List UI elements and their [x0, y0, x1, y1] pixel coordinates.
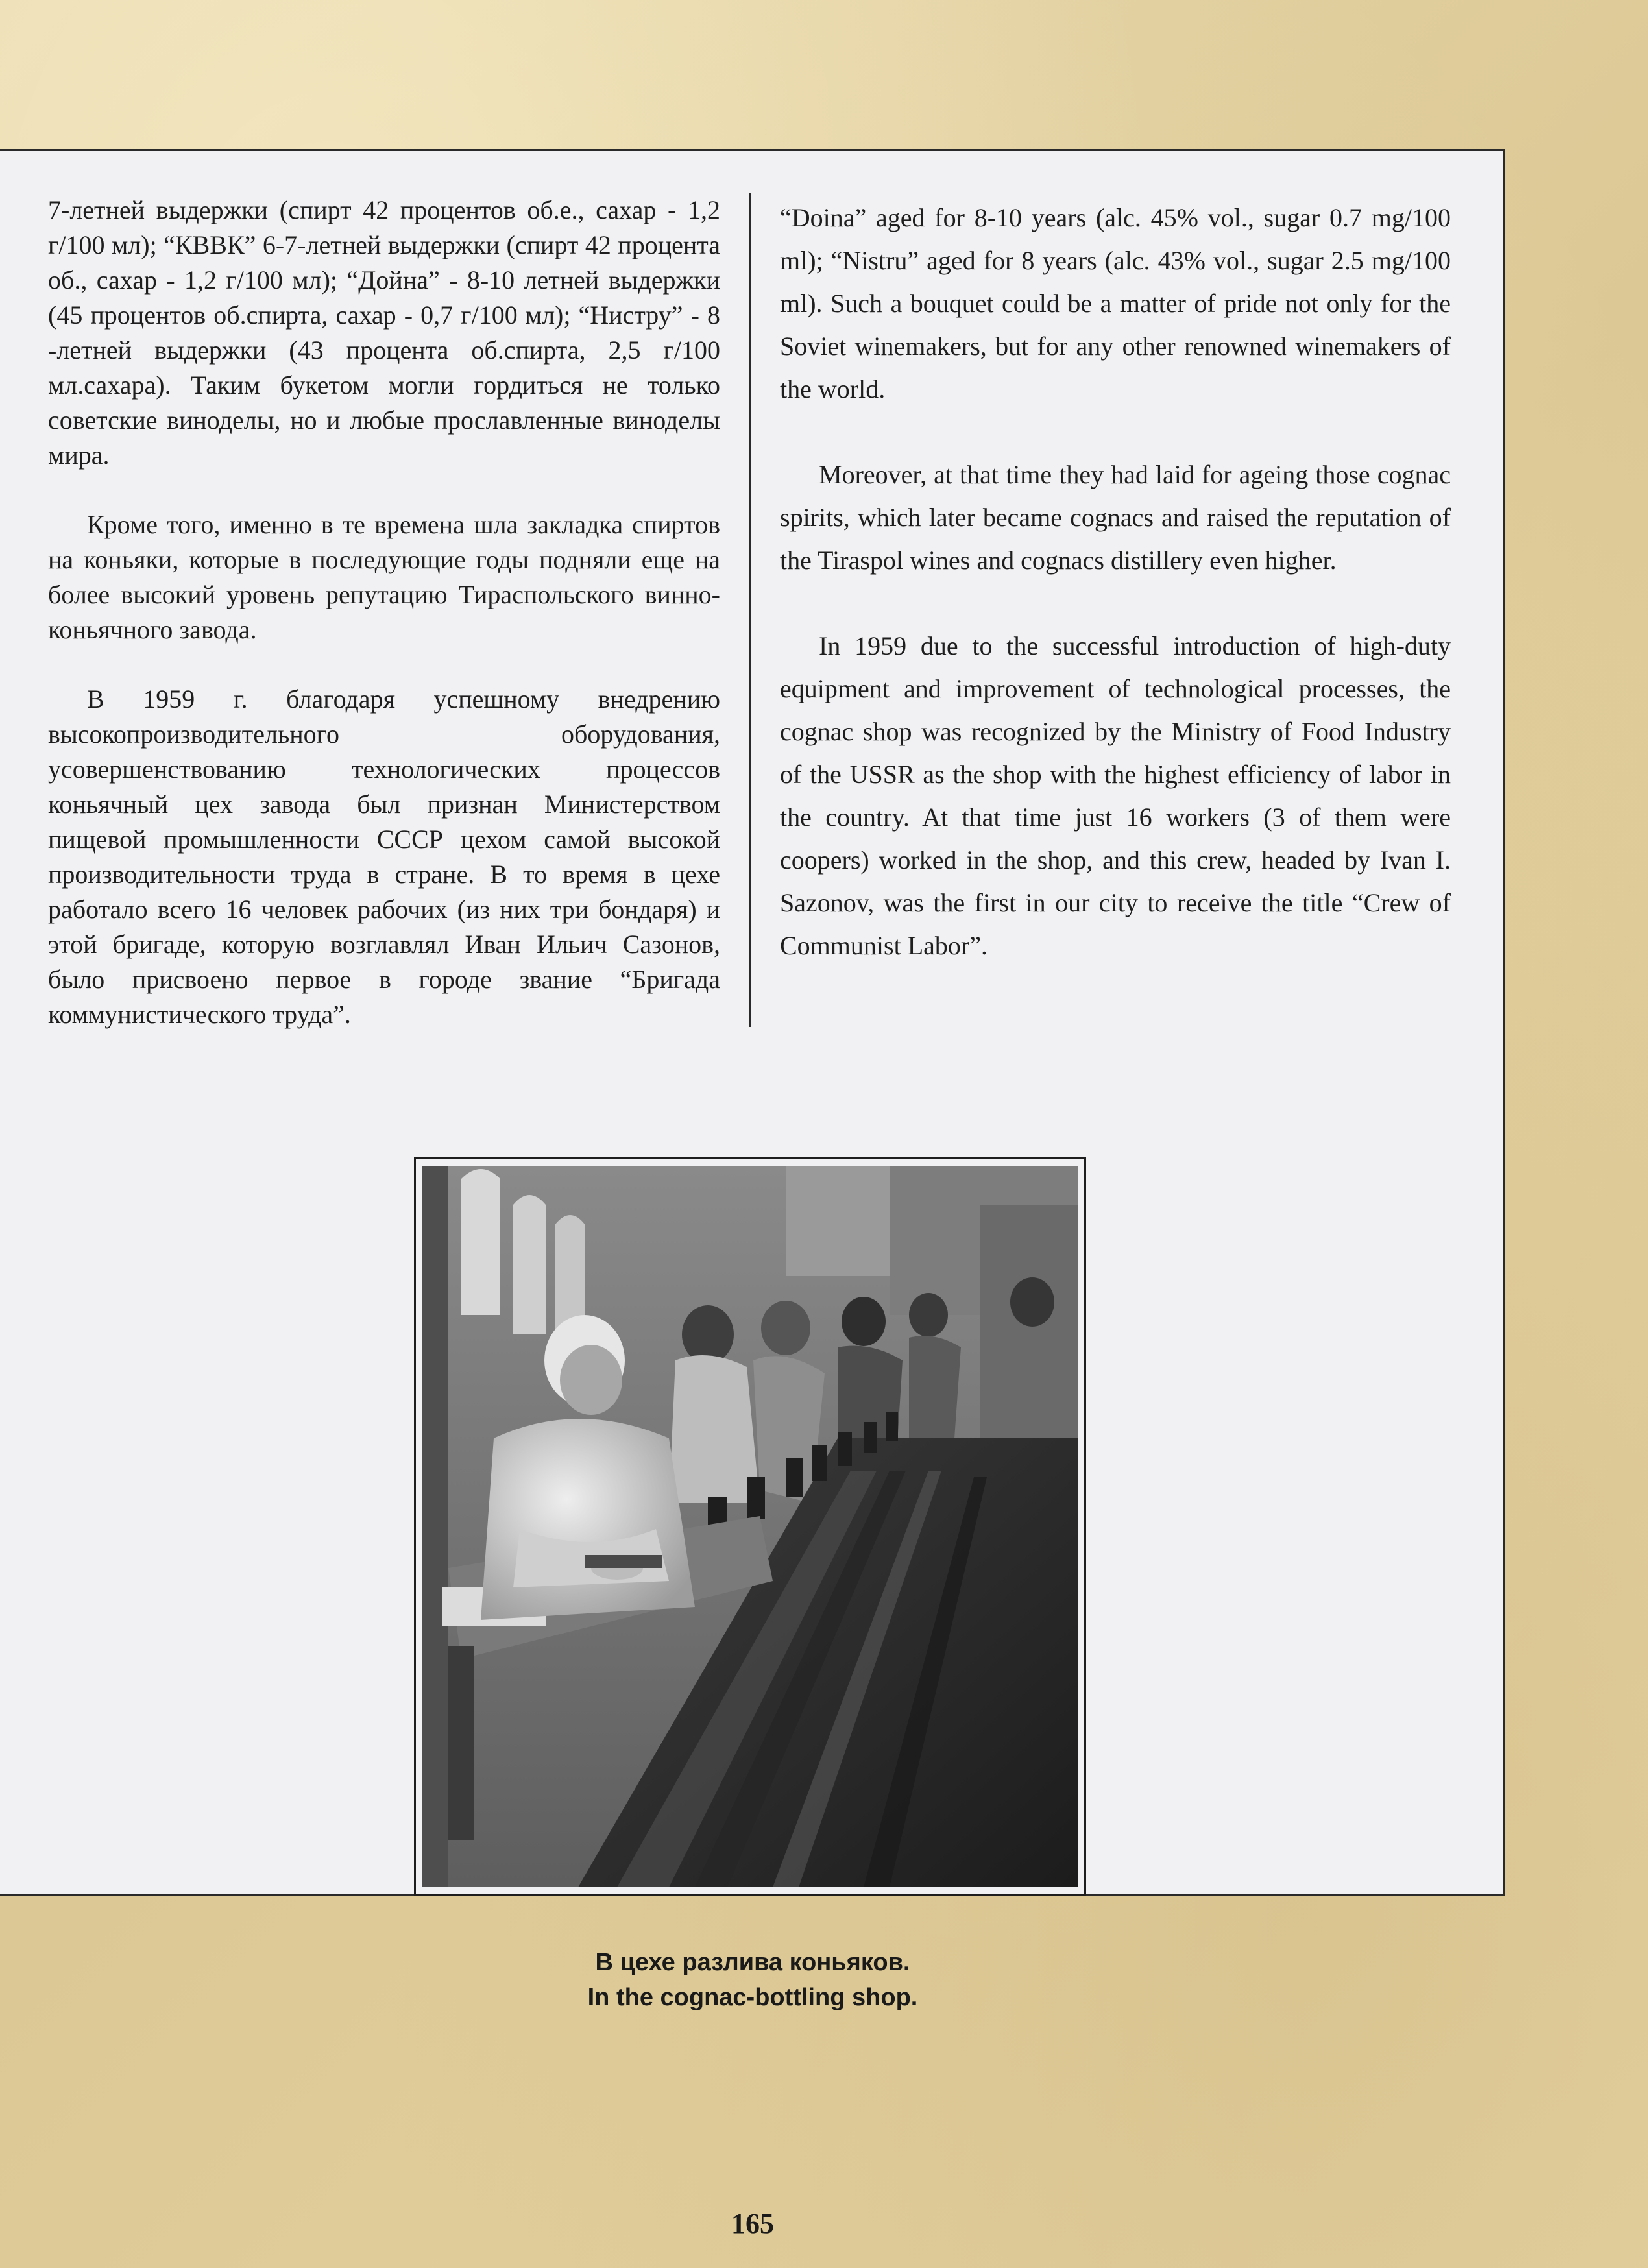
- page-number: 165: [731, 2208, 774, 2239]
- caption-ru: В цехе разлива коньяков.: [595, 1949, 910, 1976]
- en-paragraph-1: “Doina” aged for 8-10 years (alc. 45% vol., sugar 0.7 mg/100 ml); “Nistru” aged for 8 years (alc. 43% vol., sugar 2.5 mg/100 ml). Such a bouquet could be a matter of pride not only for the Soviet winemakers, but for any other renowned winemakers of the world.: [780, 203, 1451, 404]
- en-paragraph-2: Moreover, at that time they had laid for ageing those cognac spirits, which later became cognacs and raised the reputation of the Tiraspol wines and cognacs distillery even higher.: [780, 460, 1451, 575]
- ru-paragraph-2: Кроме того, именно в те времена шла закладка спиртов на коньяки, которые в последующие годы подняли еще на более высокий уровень репутацию Тираспольского винно-коньячного завода.: [48, 510, 720, 644]
- english-text-column: [780, 197, 1451, 967]
- ru-paragraph-3: В 1959 г. благодаря успешному внедрению высокопроизводительного оборудования, усовершенствованию технологических процессов коньячный цех завода был признан Министерством пищевой промышленности СССР цехом самой высокой производительности труда в стране. В то время в цехе работало всего 16 человек рабочих (из них три бондаря) и этой бригаде, которую возглавлял Иван Ильич Сазонов, было присвоено первое в городе звание “Бригада коммунистического труда”.: [48, 684, 720, 1029]
- en-paragraph-3: In 1959 due to the successful introduction of high-duty equipment and improvement of technological processes, the cognac shop was recognized by the Ministry of Food Industry of the USSR as the shop with the highest efficiency of labor in the country. At that time just 16 workers (3 of them were coopers) worked in the shop, and this crew, headed by Ivan I. Sazonov, was the first in our city to receive the title “Crew of Communist Labor”.: [780, 631, 1451, 960]
- column-divider: [749, 193, 751, 1027]
- caption-en: In the cognac-bottling shop.: [587, 1984, 918, 2011]
- russian-text-column: [48, 193, 720, 1032]
- ru-paragraph-1: 7-летней выдержки (спирт 42 процентов об.е., сахар - 1,2 г/100 мл); “КВВК” 6-7-летней выдержки (спирт 42 процента об., сахар - 1,2 г/100 мл); “Дойна” - 8-10 летней выдержки (45 процентов об.спирта, сахар - 0,7 г/100 мл); “Нистру” - 8 -летней выдержки (43 процента об.спирта, 2,5 г/100 мл.сахара). Таким букетом могли гордиться не только советские виноделы, но и любые прославленные виноделы мира.: [48, 195, 720, 470]
- photo-caption: [0, 1945, 1505, 2015]
- bottling-shop-photo: [422, 1166, 1078, 1887]
- bottling-shop-image: [422, 1166, 1078, 1887]
- photo-frame: [414, 1157, 1086, 1896]
